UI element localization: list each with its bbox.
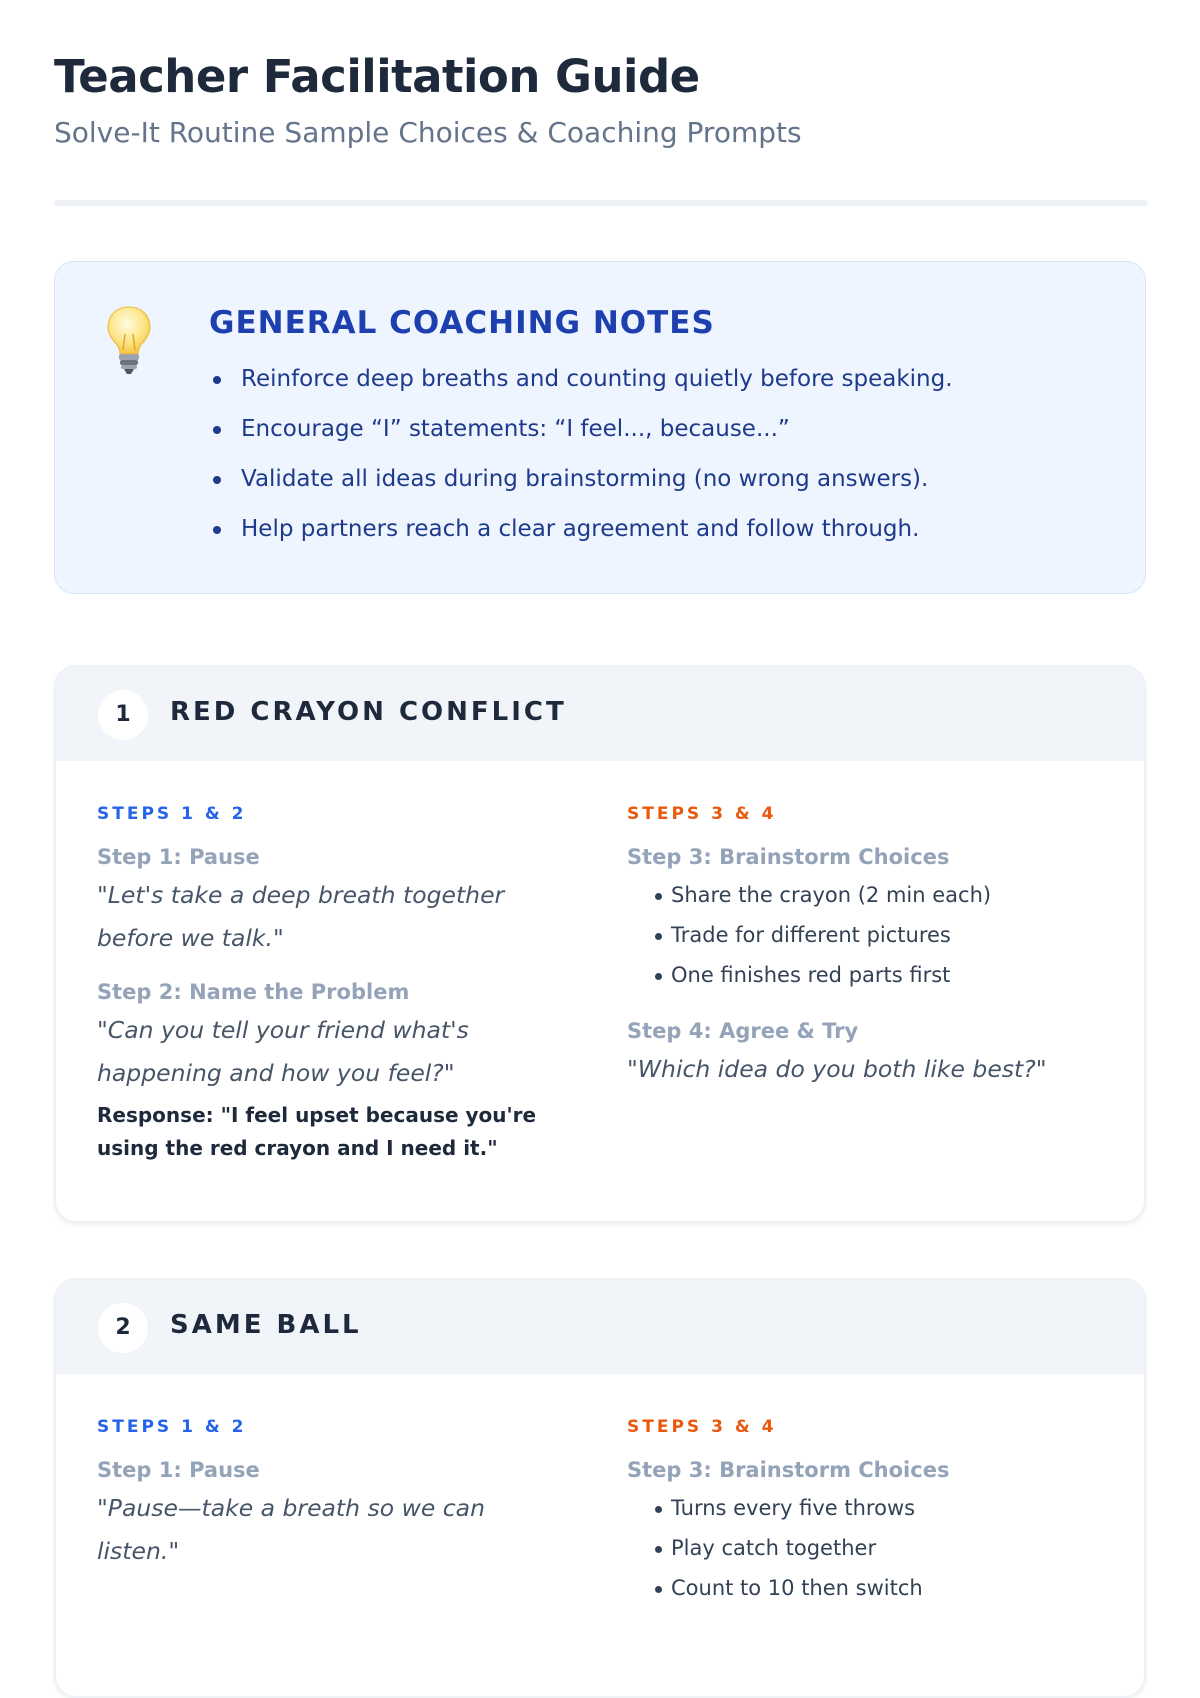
steps-1-2-label: STEPS 1 & 2 [97,804,247,824]
steps-3-4-column [627,1416,1097,1608]
coaching-note-item: Reinforce deep breaths and counting quietly before speaking. [209,354,953,404]
choices-list [627,875,1097,995]
step-1-name: Step 1: Pause [97,845,260,869]
steps-1-2-label: STEPS 1 & 2 [97,1417,247,1437]
step-4-name: Step 4: Agree & Try [627,1019,859,1043]
step-1-name: Step 1: Pause [97,1458,260,1482]
coaching-note-item: Encourage “I” statements: “I feel..., because...” [209,404,953,454]
scenario-card-same-ball [54,1278,1146,1698]
lightbulb-icon [105,304,153,376]
page-subtitle: Solve-It Routine Sample Choices & Coaching Prompts [54,116,802,149]
steps-3-4-column [627,803,1097,1091]
coaching-notes-list [209,354,953,554]
choices-list [627,1488,1097,1608]
step-2-response: Response: "I feel upset because you're using the red crayon and I need it." [97,1103,537,1160]
scenario-number-badge: 2 [98,1303,148,1353]
steps-1-2-column [97,1416,567,1573]
choice-item: Count to 10 then switch [627,1568,1097,1608]
steps-3-4-label: STEPS 3 & 4 [627,1417,777,1437]
scenario-card-red-crayon [54,665,1146,1223]
coaching-notes-panel [54,261,1146,594]
header-divider [54,200,1148,206]
scenario-header [56,667,1144,761]
choice-item: One finishes red parts first [627,955,1097,995]
step-1-quote: "Let's take a deep breath together before we talk." [97,881,505,952]
coaching-note-item: Validate all ideas during brainstorming (no wrong answers). [209,454,953,504]
step-2-quote: "Can you tell your friend what's happening and how you feel?" [97,1016,469,1087]
steps-3-4-label: STEPS 3 & 4 [627,804,777,824]
scenario-number-badge: 1 [98,690,148,740]
scenario-title: SAME BALL [170,1310,362,1340]
coaching-note-item: Help partners reach a clear agreement and follow through. [209,504,953,554]
step-2-name: Step 2: Name the Problem [97,980,410,1004]
scenario-header [56,1280,1144,1374]
scenario-title: RED CRAYON CONFLICT [170,697,567,727]
choice-item: Turns every five throws [627,1488,1097,1528]
step-3-name: Step 3: Brainstorm Choices [627,1458,950,1482]
coaching-notes-title: GENERAL COACHING NOTES [209,305,715,341]
step-3-name: Step 3: Brainstorm Choices [627,845,950,869]
choice-item: Play catch together [627,1528,1097,1568]
page-title: Teacher Facilitation Guide [54,50,700,103]
steps-1-2-column [97,803,567,1165]
choice-item: Trade for different pictures [627,915,1097,955]
step-1-quote: "Pause—take a breath so we can listen." [97,1494,485,1565]
step-4-quote: "Which idea do you both like best?" [627,1055,1047,1083]
choice-item: Share the crayon (2 min each) [627,875,1097,915]
